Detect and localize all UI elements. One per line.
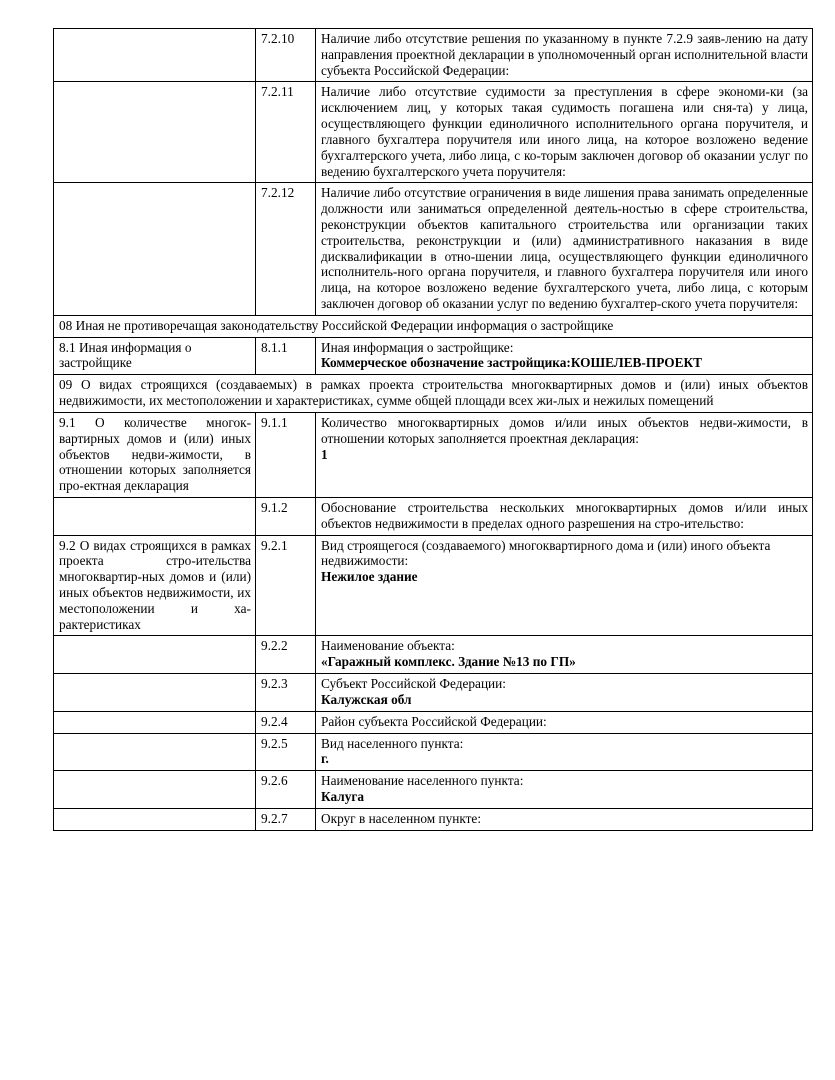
table-row xyxy=(54,808,813,830)
row-section-label: 9.2 О видах строящихся в рамках проекта стро-ительства многоквартир-ных домов и (или) иных объектов недвижимости, их местоположении и ха-рактеристиках xyxy=(54,535,256,636)
row-number: 7.2.12 xyxy=(256,183,316,316)
row-number: 9.1.1 xyxy=(256,412,316,497)
row-label: Район субъекта Российской Федерации: xyxy=(321,713,547,729)
row-section-label: 8.1 Иная информация о застройщике xyxy=(54,337,256,375)
table-row xyxy=(54,711,813,733)
row-content xyxy=(316,29,813,82)
row-content xyxy=(316,674,813,712)
table-row xyxy=(54,183,813,316)
row-value: Калуга xyxy=(321,788,365,804)
row-label: Наличие либо отсутствие ограничения в виде лишения права занимать определенные должности или заниматься определенной деятель-ностью в сфере строительства, реконструкции объектов капитального строительства или организации таких строительства, реконструкции и (или) административного наказания в виде дисквалификации в отно-шении лица, осуществляющего функции единоличного исполнитель-ного органа поручителя, и главного бухгалтера поручителя или иного лица, на которое возложено ведение бухгалтерского учета, либо лица, с которым заключен договор об оказании услуг по ведению бухгалтер-ского учета поручителя: xyxy=(321,185,808,311)
row-number: 9.2.7 xyxy=(256,808,316,830)
row-section-label xyxy=(54,808,256,830)
row-section-label xyxy=(54,183,256,316)
table-row xyxy=(54,636,813,674)
row-section-label xyxy=(54,733,256,771)
row-content xyxy=(316,337,813,375)
row-content xyxy=(316,808,813,830)
project-declaration-table xyxy=(53,28,813,831)
row-content xyxy=(316,711,813,733)
row-section-label xyxy=(54,497,256,535)
row-label: Количество многоквартирных домов и/или иных объектов недви-жимости, в отношении которых заполняется проектная декларация: xyxy=(321,414,808,446)
row-section-label xyxy=(54,82,256,183)
row-number: 9.2.4 xyxy=(256,711,316,733)
row-content xyxy=(316,733,813,771)
table-body xyxy=(54,29,813,831)
row-label: Округ в населенном пункте: xyxy=(321,810,482,826)
row-number: 9.2.1 xyxy=(256,535,316,636)
row-section-label xyxy=(54,771,256,809)
row-label: Субъект Российской Федерации: xyxy=(321,676,506,692)
table-row xyxy=(54,29,813,82)
row-content xyxy=(316,183,813,316)
table-row xyxy=(54,412,813,497)
row-content xyxy=(316,636,813,674)
section-header-08: 08 Иная не противоречащая законодательству Российской Федерации информация о застройщике xyxy=(54,315,813,337)
row-content xyxy=(316,771,813,809)
row-content xyxy=(316,412,813,497)
row-label: Обоснование строительства нескольких многоквартирных домов и/или иных объектов недвижимости в пределах одного разрешения на стро-ительство: xyxy=(321,499,808,531)
row-content xyxy=(316,82,813,183)
table-row xyxy=(54,733,813,771)
row-section-label: 9.1 О количестве многок-вартирных домов и (или) иных объектов недви-жимости, в отношении которых заполняется про-ектная декларация xyxy=(54,412,256,497)
table-row xyxy=(54,771,813,809)
row-number: 9.2.6 xyxy=(256,771,316,809)
row-label: Наличие либо отсутствие решения по указанному в пункте 7.2.9 заяв-лению на дату направления проектной декларации в уполномоченный орган исполнительной власти субъекта Российской Федерации: xyxy=(321,31,808,78)
row-number: 9.2.5 xyxy=(256,733,316,771)
row-label: Наименование объекта: xyxy=(321,638,455,654)
row-number: 9.2.2 xyxy=(256,636,316,674)
row-section-label xyxy=(54,711,256,733)
row-label: Наименование населенного пункта: xyxy=(321,773,524,789)
row-value: г. xyxy=(321,751,329,767)
row-content xyxy=(316,497,813,535)
section-header-row xyxy=(54,315,813,337)
table-row xyxy=(54,82,813,183)
row-number: 7.2.10 xyxy=(256,29,316,82)
table-row xyxy=(54,337,813,375)
row-label: Вид населенного пункта: xyxy=(321,735,464,751)
row-number: 7.2.11 xyxy=(256,82,316,183)
row-label: Вид строящегося (создаваемого) многоквартирного дома и (или) иного объекта недвижимости: xyxy=(321,537,771,569)
row-content xyxy=(316,535,813,636)
row-label: Иная информация о застройщике: xyxy=(321,339,514,355)
row-section-label xyxy=(54,674,256,712)
row-section-label xyxy=(54,636,256,674)
table-row xyxy=(54,497,813,535)
row-number: 9.1.2 xyxy=(256,497,316,535)
row-value: Нежилое здание xyxy=(321,569,418,585)
row-value: «Гаражный комплекс. Здание №13 по ГП» xyxy=(321,654,576,670)
row-label: Наличие либо отсутствие судимости за преступления в сфере экономи-ки (за исключением лиц, у которых такая судимость погашена или сня-та) у лица, осуществляющего функции единоличного исполнительного органа поручителя, и главного бухгалтера поручителя или иного лица, на которое возложено ведение бухгалтерского учета, либо лица, с ко-торым заключен договор об оказании услуг по ведению бухгалтерского учета поручителя: xyxy=(321,84,808,179)
row-value: Коммерческое обозначение застройщика:КОШЕЛЕВ-ПРОЕКТ xyxy=(321,355,702,371)
row-section-label xyxy=(54,29,256,82)
row-number: 9.2.3 xyxy=(256,674,316,712)
row-value: Калужская обл xyxy=(321,691,412,707)
table-row xyxy=(54,535,813,636)
table-row xyxy=(54,674,813,712)
row-value: 1 xyxy=(321,446,328,462)
section-header-09: 09 О видах строящихся (создаваемых) в рамках проекта строительства многоквартирных домов и (или) иных объектов недвижимости, их местоположении и характеристиках, сумме общей площади всех жи-лых и нежилых помещений xyxy=(54,375,813,413)
section-header-row xyxy=(54,375,813,413)
row-number: 8.1.1 xyxy=(256,337,316,375)
